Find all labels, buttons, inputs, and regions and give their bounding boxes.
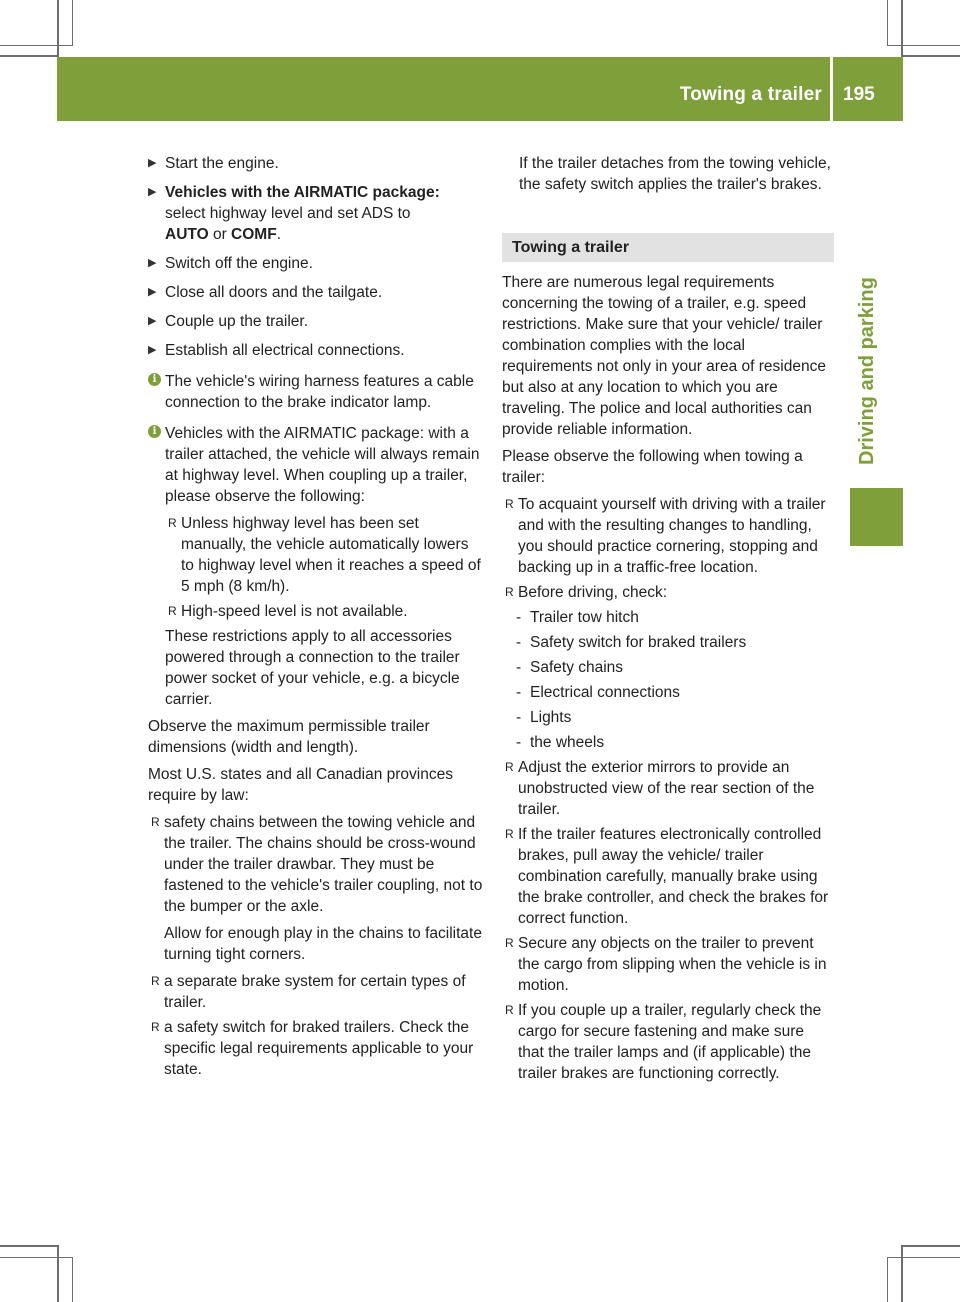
chapter-label: Driving and parking [856, 277, 878, 465]
info-note: i The vehicle's wiring harness features a cable connection to the brake indicator lamp. [148, 371, 483, 413]
crop-mark [0, 1245, 57, 1247]
crop-mark [72, 1257, 73, 1302]
crop-mark [0, 45, 73, 46]
crop-mark [903, 55, 960, 57]
instruction-step: ▶ Close all doors and the tailgate. [148, 282, 483, 303]
list-item: R a separate brake system for certain types of trailer. [148, 971, 483, 1013]
paragraph: Most U.S. states and all Canadian provinces require by law: [148, 766, 453, 804]
instruction-step: ▶ Vehicles with the AIRMATIC package: select highway level and set ADS to AUTO or COMF. [148, 182, 483, 245]
instruction-step: ▶ Start the engine. [148, 153, 483, 174]
check-item: - Trailer tow hitch [502, 607, 834, 628]
crop-mark [901, 0, 903, 57]
crop-mark [901, 1245, 903, 1302]
crop-mark [887, 0, 888, 45]
instruction-step: ▶ Establish all electrical connections. [148, 340, 483, 361]
instruction-step: ▶ Couple up the trailer. [148, 311, 483, 332]
list-item: R a safety switch for braked trailers. Check the specific legal requirements applicable to your state. [148, 1017, 483, 1080]
check-item: - Lights [502, 707, 834, 728]
crop-mark [0, 55, 57, 57]
page-title: Towing a trailer [679, 84, 822, 105]
info-note: i Vehicles with the AIRMATIC package: with a trailer attached, the vehicle will always remain at highway level. When coupling up a trailer, please observe the following: R Unless highway level has been set manually, the vehicle automatically lowers to highway level when it reaches a speed of 5 mph (8 km/h). R High-speed level is not available. These restrictions apply to all accessories powered through a connection to the trailer power socket of your vehicle, e.g. a bicycle carrier. [148, 423, 483, 710]
check-item: - Safety switch for braked trailers [502, 632, 834, 653]
info-icon: i [148, 373, 161, 386]
right-column [502, 153, 834, 1088]
crop-mark [57, 0, 59, 57]
check-item: - the wheels [502, 732, 834, 753]
page-number: 195 [843, 84, 875, 105]
crop-mark [887, 45, 960, 46]
list-item: R safety chains between the towing vehicle and the trailer. The chains should be cross-wound under the trailer drawbar. They must be fastened to the vehicle's trailer coupling, not to the bumper or the axle. Allow for enough play in the chains to facilitate turning tight corners. [148, 812, 483, 965]
left-column [148, 153, 483, 1084]
check-item: - Electrical connections [502, 682, 834, 703]
list-item: R Secure any objects on the trailer to prevent the cargo from slipping when the vehicle is in motion. [502, 933, 834, 996]
crop-mark [57, 1245, 59, 1302]
paragraph: Observe the maximum permissible trailer dimensions (width and length). [148, 718, 430, 756]
header-divider [830, 57, 833, 121]
crop-mark [887, 1257, 960, 1258]
crop-mark [72, 0, 73, 45]
list-item: R Adjust the exterior mirrors to provide an unobstructed view of the rear section of the trailer. [502, 757, 834, 820]
info-icon: i [148, 425, 161, 438]
list-item: R Before driving, check: [502, 582, 834, 603]
paragraph: Please observe the following when towing a trailer: [502, 448, 803, 486]
paragraph: If the trailer detaches from the towing vehicle, the safety switch applies the trailer's brakes. [519, 155, 831, 193]
instruction-step: ▶ Switch off the engine. [148, 253, 483, 274]
list-item: R To acquaint yourself with driving with a trailer and with the resulting changes to handling, you should practice cornering, stopping and backing up in a traffic-free location. [502, 494, 834, 578]
crop-mark [887, 1257, 888, 1302]
list-item: R If you couple up a trailer, regularly check the cargo for secure fastening and make sure that the trailer lamps and (if applicable) the trailer brakes are functioning correctly. [502, 1000, 834, 1084]
crop-mark [0, 1257, 73, 1258]
check-item: - Safety chains [502, 657, 834, 678]
crop-mark [903, 1245, 960, 1247]
section-heading: Towing a trailer [502, 233, 834, 262]
chapter-tab [850, 488, 903, 546]
list-item: R Unless highway level has been set manually, the vehicle automatically lowers to highway level when it reaches a speed of 5 mph (8 km/h). [165, 513, 483, 597]
paragraph: There are numerous legal requirements concerning the towing of a trailer, e.g. speed restrictions. Make sure that your vehicle/ trailer combination complies with the local requirements not only in your area of residence but also at any location to which you are traveling. The police and local authorities can provide reliable information. [502, 274, 826, 438]
list-item: R High-speed level is not available. [165, 601, 483, 622]
list-item: R If the trailer features electronically controlled brakes, pull away the vehicle/ trailer combination carefully, manually brake using the brake controller, and check the brakes for correct function. [502, 824, 834, 929]
